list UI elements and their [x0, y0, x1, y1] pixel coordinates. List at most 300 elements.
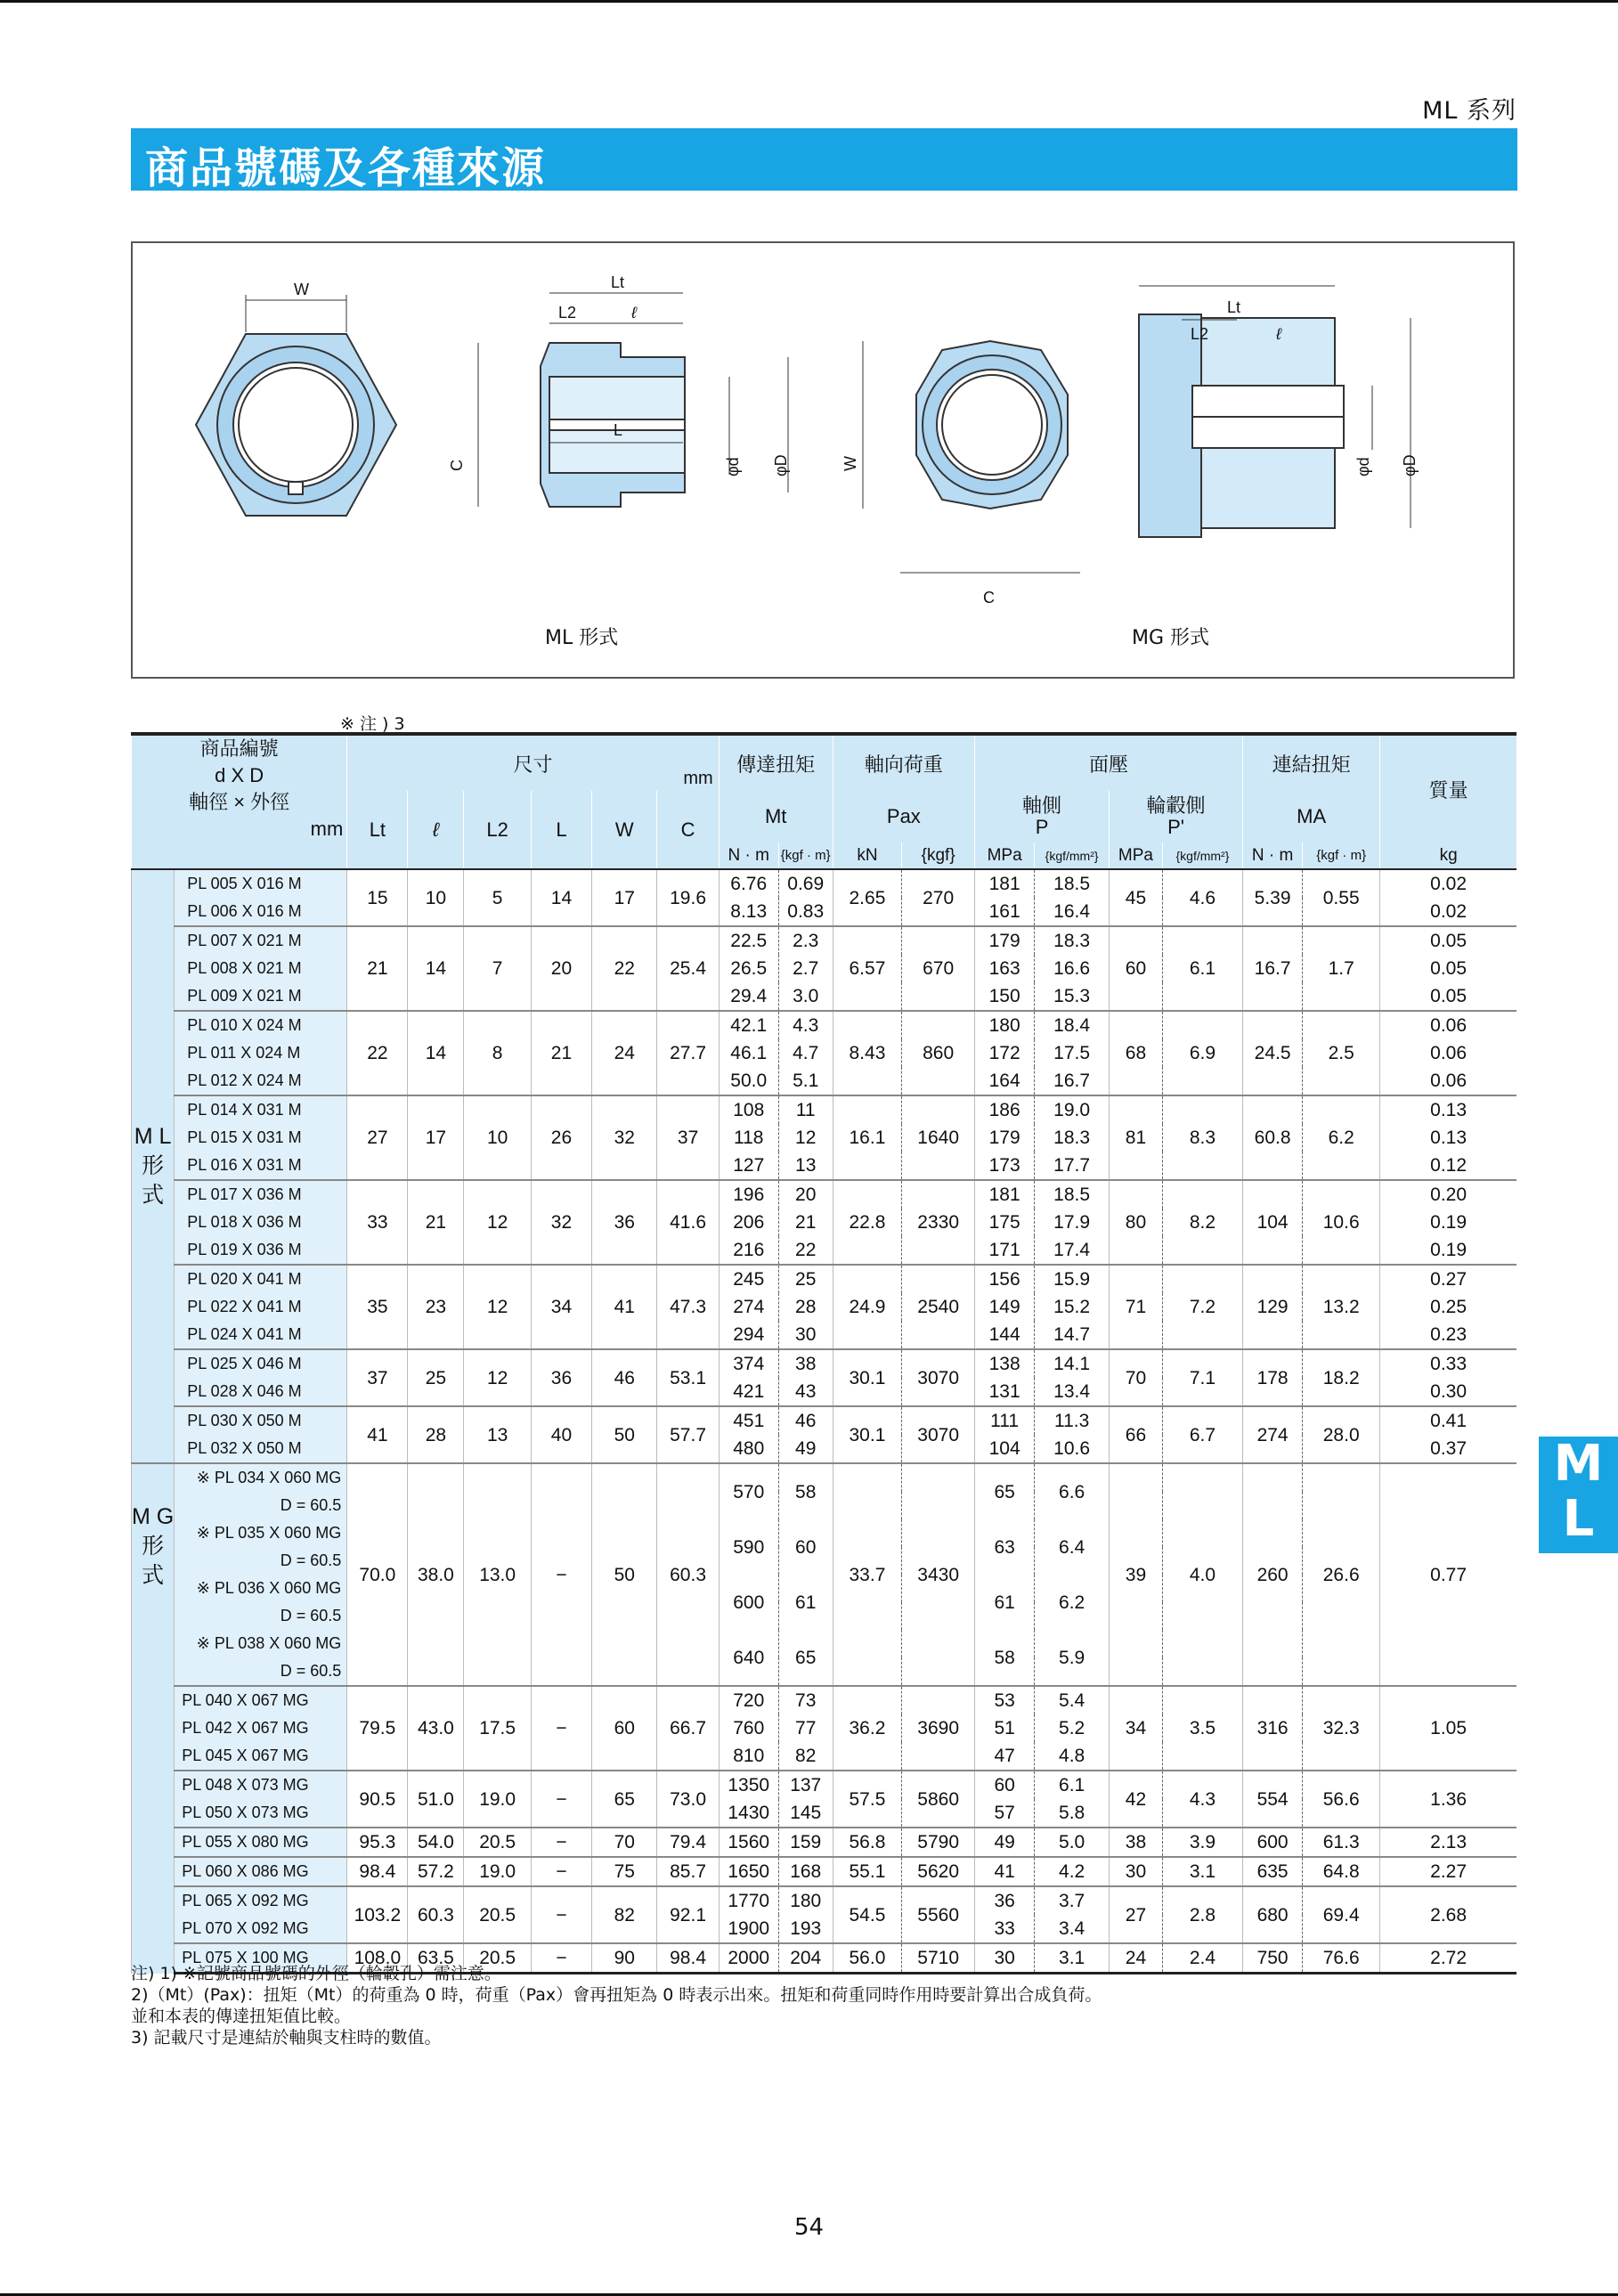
pax-kn: 56.8 — [833, 1828, 902, 1857]
pp-kgf: 3.5 — [1162, 1686, 1242, 1771]
pax-kn: 2.65 — [833, 869, 902, 926]
unit-nm-2: N · m — [1243, 843, 1303, 869]
dim-l: 14 — [531, 869, 591, 926]
unit-mpa-2: MPa — [1110, 843, 1163, 869]
ma-kgfm: 61.3 — [1303, 1828, 1380, 1857]
mt-kgfm: 12 — [778, 1124, 833, 1152]
dim-l: − — [531, 1886, 591, 1943]
unit-kgfm-2: {kgf · m} — [1303, 843, 1380, 869]
dim-l2: 5 — [464, 869, 532, 926]
header-dims: 尺寸 — [513, 753, 553, 776]
p-mpa: 179 — [975, 1124, 1035, 1152]
mass-kg: 0.77 — [1380, 1463, 1516, 1686]
p-kgf: 18.3 — [1035, 1124, 1110, 1152]
mt-kgfm: 3.0 — [778, 982, 833, 1011]
table-row — [132, 1771, 1517, 1799]
svg-text:L2: L2 — [558, 304, 577, 322]
svg-text:ℓ: ℓ — [631, 304, 637, 322]
footnote-2: 2)（Mt）(Pax)：扭矩（Mt）的荷重為 0 時，荷重（Pax）會再扭矩為 0 時表示出來。扭矩和荷重同時作用時要計算出合成負荷。 — [131, 1985, 1102, 2005]
pp-mpa: 24 — [1110, 1943, 1163, 1974]
mt-kgfm: 77 — [778, 1714, 833, 1742]
ma-kgfm: 26.6 — [1303, 1463, 1380, 1686]
ma-nm: 554 — [1243, 1771, 1303, 1828]
pp-mpa: 30 — [1110, 1857, 1163, 1886]
p-kgf: 15.3 — [1035, 982, 1110, 1011]
table-row — [132, 1463, 1517, 1492]
p-kgf: 6.6 — [1035, 1463, 1110, 1519]
mt-kgfm: 0.69 — [778, 869, 833, 898]
mt-nm: 1430 — [719, 1799, 778, 1828]
pax-kn: 36.2 — [833, 1686, 902, 1771]
ma-kgfm: 18.2 — [1303, 1349, 1380, 1406]
header-pressure: 面壓 — [975, 734, 1243, 791]
pax-kn: 16.1 — [833, 1095, 902, 1180]
mt-nm: 6.76 — [719, 869, 778, 898]
ma-nm: 316 — [1243, 1686, 1303, 1771]
mt-nm: 50.0 — [719, 1067, 778, 1095]
dim-lt: 98.4 — [347, 1857, 408, 1886]
dim-l: 60.3 — [408, 1886, 464, 1943]
dim-lt: 33 — [347, 1180, 408, 1265]
p-mpa: 36 — [975, 1886, 1035, 1915]
pax-kgf: 270 — [902, 869, 975, 926]
dim-l: 14 — [408, 926, 464, 1011]
header-shaft: 軸側 — [1022, 794, 1062, 817]
pp-mpa: 38 — [1110, 1828, 1163, 1857]
ma-nm: 5.39 — [1243, 869, 1303, 926]
part-number: PL 017 X 036 M — [175, 1180, 347, 1209]
mt-nm: 206 — [719, 1209, 778, 1236]
part-number: PL 075 X 100 MG — [175, 1943, 347, 1974]
dim-c: 66.7 — [657, 1686, 719, 1771]
dim-l: 20 — [531, 926, 591, 1011]
part-number: ※ PL 036 X 060 MG — [175, 1575, 347, 1602]
dim-l: − — [531, 1943, 591, 1974]
part-number: PL 028 X 046 M — [175, 1378, 347, 1406]
dim-l: 43.0 — [408, 1686, 464, 1771]
pp-kgf: 7.2 — [1162, 1265, 1242, 1349]
mt-kgfm: 145 — [778, 1799, 833, 1828]
pax-kgf: 2540 — [902, 1265, 975, 1349]
pp-kgf: 8.2 — [1162, 1180, 1242, 1265]
mt-kgfm: 22 — [778, 1236, 833, 1265]
mt-nm: 590 — [719, 1519, 778, 1575]
mt-nm: 421 — [719, 1378, 778, 1406]
mt-kgfm: 43 — [778, 1378, 833, 1406]
unit-nm: N · m — [719, 843, 778, 869]
header-ma: MA — [1243, 791, 1380, 843]
dim-l: 23 — [408, 1265, 464, 1349]
p-mpa: 47 — [975, 1742, 1035, 1771]
table-row — [132, 926, 1517, 955]
dim-c: 53.1 — [657, 1349, 719, 1406]
svg-text:φD: φD — [1401, 454, 1419, 476]
page-title: 商品號碼及各種來源 — [145, 143, 547, 193]
part-number: PL 048 X 073 MG — [175, 1771, 347, 1799]
dim-lt: 90.5 — [347, 1771, 408, 1828]
part-number: PL 040 X 067 MG — [175, 1686, 347, 1714]
mt-nm: 1900 — [719, 1915, 778, 1943]
ma-nm: 24.5 — [1243, 1011, 1303, 1095]
dim-l: 21 — [408, 1180, 464, 1265]
unit-kgfmm2: {kgf/mm²} — [1035, 843, 1110, 869]
ma-kgfm: 13.2 — [1303, 1265, 1380, 1349]
ml-caption: ML 形式 — [545, 627, 619, 649]
dim-l2: 13 — [464, 1406, 532, 1463]
note-reference: ※ 注 ) 3 — [340, 714, 405, 734]
dim-l2: 19.0 — [464, 1771, 532, 1828]
p-mpa: 30 — [975, 1943, 1035, 1974]
p-kgf: 15.9 — [1035, 1265, 1110, 1293]
header-c: C — [657, 791, 719, 869]
pax-kgf: 1640 — [902, 1095, 975, 1180]
p-mpa: 61 — [975, 1575, 1035, 1630]
ma-nm: 60.8 — [1243, 1095, 1303, 1180]
mt-nm: 810 — [719, 1742, 778, 1771]
p-mpa: 63 — [975, 1519, 1035, 1575]
mt-kgfm: 21 — [778, 1209, 833, 1236]
p-mpa: 156 — [975, 1265, 1035, 1293]
p-kgf: 18.4 — [1035, 1011, 1110, 1039]
mt-nm: 294 — [719, 1321, 778, 1349]
mass-kg: 0.41 — [1380, 1406, 1516, 1435]
pax-kn: 55.1 — [833, 1857, 902, 1886]
pp-kgf: 2.8 — [1162, 1886, 1242, 1943]
p-mpa: 163 — [975, 955, 1035, 982]
dim-c: 57.7 — [657, 1406, 719, 1463]
part-number: PL 007 X 021 M — [175, 926, 347, 955]
table-header — [132, 734, 1517, 869]
p-mpa: 172 — [975, 1039, 1035, 1067]
p-mpa: 181 — [975, 869, 1035, 898]
mass-kg: 0.06 — [1380, 1039, 1516, 1067]
mass-kg: 0.19 — [1380, 1209, 1516, 1236]
group-ml: M L 形 式 — [132, 869, 175, 1463]
dim-c: 98.4 — [657, 1943, 719, 1974]
p-mpa: 175 — [975, 1209, 1035, 1236]
svg-text:φd: φd — [724, 457, 742, 476]
mt-kgfm: 20 — [778, 1180, 833, 1209]
dim-l: 38.0 — [408, 1463, 464, 1686]
dim-lt: 21 — [347, 926, 408, 1011]
part-number: PL 022 X 041 M — [175, 1293, 347, 1321]
p-kgf: 16.4 — [1035, 898, 1110, 926]
p-mpa: 179 — [975, 926, 1035, 955]
mass-kg: 2.27 — [1380, 1857, 1516, 1886]
mass-kg: 0.05 — [1380, 926, 1516, 955]
pp-mpa: 27 — [1110, 1886, 1163, 1943]
mt-nm: 42.1 — [719, 1011, 778, 1039]
mt-kgfm: 180 — [778, 1886, 833, 1915]
p-kgf: 15.2 — [1035, 1293, 1110, 1321]
dim-c: 79.4 — [657, 1828, 719, 1857]
header-pax: Pax — [833, 791, 974, 843]
dim-l: 34 — [531, 1265, 591, 1349]
part-number: PL 011 X 024 M — [175, 1039, 347, 1067]
mt-nm: 118 — [719, 1124, 778, 1152]
ma-nm: 600 — [1243, 1828, 1303, 1857]
p-mpa: 104 — [975, 1435, 1035, 1463]
part-number: PL 025 X 046 M — [175, 1349, 347, 1378]
mass-kg: 0.02 — [1380, 898, 1516, 926]
p-kgf: 5.8 — [1035, 1799, 1110, 1828]
svg-text:Lt: Lt — [1227, 298, 1241, 316]
pp-kgf: 6.7 — [1162, 1406, 1242, 1463]
pax-kn: 22.8 — [833, 1180, 902, 1265]
ma-nm: 680 — [1243, 1886, 1303, 1943]
p-mpa: 65 — [975, 1463, 1035, 1519]
dim-w: 22 — [592, 926, 657, 1011]
dim-w: 60 — [592, 1686, 657, 1771]
pax-kn: 30.1 — [833, 1406, 902, 1463]
dim-l2: 12 — [464, 1180, 532, 1265]
dim-c: 85.7 — [657, 1857, 719, 1886]
mt-kgfm: 82 — [778, 1742, 833, 1771]
mt-kgfm: 137 — [778, 1771, 833, 1799]
dim-c: 37 — [657, 1095, 719, 1180]
dim-l2: 8 — [464, 1011, 532, 1095]
header-torque: 傳達扭矩 — [719, 734, 833, 791]
header-dims-mm: mm — [683, 769, 713, 788]
p-kgf: 11.3 — [1035, 1406, 1110, 1435]
part-number: ※ PL 035 X 060 MG — [175, 1519, 347, 1547]
mt-nm: 26.5 — [719, 955, 778, 982]
p-kgf: 3.7 — [1035, 1886, 1110, 1915]
group-mg: M G 形 式 — [132, 1463, 175, 1974]
part-number: PL 060 X 086 MG — [175, 1857, 347, 1886]
table-row — [132, 1265, 1517, 1293]
pp-kgf: 2.4 — [1162, 1943, 1242, 1974]
mt-kgfm: 28 — [778, 1293, 833, 1321]
p-kgf: 17.7 — [1035, 1152, 1110, 1180]
dim-l: − — [531, 1828, 591, 1857]
p-mpa: 149 — [975, 1293, 1035, 1321]
ma-nm: 178 — [1243, 1349, 1303, 1406]
dim-l: 40 — [531, 1406, 591, 1463]
unit-kgfmm2-2: {kgf/mm²} — [1162, 843, 1242, 869]
header-part: 商品編號 — [199, 737, 279, 760]
p-kgf: 5.2 — [1035, 1714, 1110, 1742]
p-mpa: 58 — [975, 1630, 1035, 1686]
mt-nm: 108 — [719, 1095, 778, 1124]
pax-kgf: 860 — [902, 1011, 975, 1095]
p-mpa: 150 — [975, 982, 1035, 1011]
pax-kgf: 3070 — [902, 1406, 975, 1463]
dim-w: 32 — [592, 1095, 657, 1180]
ma-kgfm: 32.3 — [1303, 1686, 1380, 1771]
ma-kgfm: 2.5 — [1303, 1011, 1380, 1095]
unit-kgfm: {kgf · m} — [778, 843, 833, 869]
p-kgf: 6.4 — [1035, 1519, 1110, 1575]
table-row — [132, 1857, 1517, 1886]
top-rule — [0, 0, 1618, 3]
p-mpa: 173 — [975, 1152, 1035, 1180]
ma-kgfm: 69.4 — [1303, 1886, 1380, 1943]
pp-mpa: 34 — [1110, 1686, 1163, 1771]
mass-kg: 0.27 — [1380, 1265, 1516, 1293]
p-kgf: 14.1 — [1035, 1349, 1110, 1378]
svg-text:Lt: Lt — [611, 273, 625, 291]
pax-kn: 6.57 — [833, 926, 902, 1011]
dim-l2: 10 — [464, 1095, 532, 1180]
pp-kgf: 3.9 — [1162, 1828, 1242, 1857]
ma-nm: 750 — [1243, 1943, 1303, 1974]
part-number: PL 020 X 041 M — [175, 1265, 347, 1293]
dim-l: 63.5 — [408, 1943, 464, 1974]
mg-caption: MG 形式 — [1132, 627, 1210, 649]
dim-l: 26 — [531, 1095, 591, 1180]
dim-l: − — [531, 1771, 591, 1828]
dim-c: 60.3 — [657, 1463, 719, 1686]
svg-text:φD: φD — [772, 454, 790, 476]
mt-kgfm: 73 — [778, 1686, 833, 1714]
dim-l2: 17.5 — [464, 1686, 532, 1771]
dim-w: 50 — [592, 1463, 657, 1686]
mass-kg: 0.13 — [1380, 1095, 1516, 1124]
p-kgf: 17.9 — [1035, 1209, 1110, 1236]
mt-nm: 127 — [719, 1152, 778, 1180]
dim-l: − — [531, 1857, 591, 1886]
p-mpa: 186 — [975, 1095, 1035, 1124]
table-row — [132, 1095, 1517, 1124]
p-kgf: 6.2 — [1035, 1575, 1110, 1630]
mt-kgfm: 193 — [778, 1915, 833, 1943]
mt-kgfm: 0.83 — [778, 898, 833, 926]
ma-nm: 129 — [1243, 1265, 1303, 1349]
header-axial: 軸向荷重 — [833, 734, 974, 791]
part-number: PL 065 X 092 MG — [175, 1886, 347, 1915]
p-mpa: 111 — [975, 1406, 1035, 1435]
dim-l: 51.0 — [408, 1771, 464, 1828]
dim-w: 41 — [592, 1265, 657, 1349]
header-mt: Mt — [719, 791, 833, 843]
mass-kg: 0.06 — [1380, 1011, 1516, 1039]
p-kgf: 3.1 — [1035, 1943, 1110, 1974]
dim-l2: 12 — [464, 1265, 532, 1349]
dim-l2: 20.5 — [464, 1828, 532, 1857]
title-bar — [131, 128, 1517, 191]
p-kgf: 17.5 — [1035, 1039, 1110, 1067]
mass-kg: 0.05 — [1380, 982, 1516, 1011]
pax-kgf: 5790 — [902, 1828, 975, 1857]
mt-nm: 245 — [719, 1265, 778, 1293]
p-kgf: 4.8 — [1035, 1742, 1110, 1771]
dim-w: 50 — [592, 1406, 657, 1463]
footnote-1: 注) 1) ※記號商品號碼的外徑（輪轂孔）需注意。 — [131, 1964, 501, 1983]
header-pp: P' — [1167, 816, 1184, 838]
dim-lt: 37 — [347, 1349, 408, 1406]
header-tight: 連結扭矩 — [1243, 734, 1380, 791]
mt-kgfm: 13 — [778, 1152, 833, 1180]
part-number: PL 045 X 067 MG — [175, 1742, 347, 1771]
part-note: D = 60.5 — [175, 1657, 347, 1686]
dim-c: 19.6 — [657, 869, 719, 926]
p-mpa: 171 — [975, 1236, 1035, 1265]
mt-nm: 274 — [719, 1293, 778, 1321]
p-mpa: 144 — [975, 1321, 1035, 1349]
mt-nm: 760 — [719, 1714, 778, 1742]
pax-kgf: 5620 — [902, 1857, 975, 1886]
mt-nm: 8.13 — [719, 898, 778, 926]
mass-kg: 2.68 — [1380, 1886, 1516, 1943]
pp-mpa: 39 — [1110, 1463, 1163, 1686]
dim-l: − — [531, 1463, 591, 1686]
mt-nm: 1770 — [719, 1886, 778, 1915]
mt-kgfm: 60 — [778, 1519, 833, 1575]
dim-w: 36 — [592, 1180, 657, 1265]
pp-mpa: 71 — [1110, 1265, 1163, 1349]
pp-mpa: 70 — [1110, 1349, 1163, 1406]
part-number: PL 008 X 021 M — [175, 955, 347, 982]
part-number: PL 016 X 031 M — [175, 1152, 347, 1180]
p-kgf: 14.7 — [1035, 1321, 1110, 1349]
dim-l: 10 — [408, 869, 464, 926]
pp-mpa: 60 — [1110, 926, 1163, 1011]
pax-kn: 54.5 — [833, 1886, 902, 1943]
dim-l2: 19.0 — [464, 1857, 532, 1886]
p-mpa: 138 — [975, 1349, 1035, 1378]
p-kgf: 3.4 — [1035, 1915, 1110, 1943]
mg-side-view — [1139, 314, 1344, 537]
part-number: PL 010 X 024 M — [175, 1011, 347, 1039]
mass-kg: 0.02 — [1380, 869, 1516, 898]
header-p: P — [1035, 816, 1049, 838]
footnote-3: 3) 記載尺寸是連結於軸與支柱時的數值。 — [131, 2028, 442, 2048]
dim-l2: 20.5 — [464, 1943, 532, 1974]
p-mpa: 49 — [975, 1828, 1035, 1857]
diagram-drawing — [133, 243, 1513, 677]
p-kgf: 5.9 — [1035, 1630, 1110, 1686]
ml-front-view — [196, 334, 396, 516]
mt-kgfm: 61 — [778, 1575, 833, 1630]
page-number: 54 — [793, 2214, 825, 2241]
section-tab[interactable] — [1539, 1437, 1618, 1553]
mt-kgfm: 204 — [778, 1943, 833, 1974]
dim-l2: 7 — [464, 926, 532, 1011]
part-note: D = 60.5 — [175, 1492, 347, 1519]
mt-kgfm: 4.7 — [778, 1039, 833, 1067]
p-kgf: 16.6 — [1035, 955, 1110, 982]
mt-kgfm: 46 — [778, 1406, 833, 1435]
mt-nm: 570 — [719, 1463, 778, 1519]
part-number: PL 014 X 031 M — [175, 1095, 347, 1124]
dimension-diagram — [131, 241, 1515, 679]
dim-c: 73.0 — [657, 1771, 719, 1828]
mt-kgfm: 5.1 — [778, 1067, 833, 1095]
footnotes — [131, 1963, 1102, 2048]
p-kgf: 5.4 — [1035, 1686, 1110, 1714]
mt-kgfm: 2.3 — [778, 926, 833, 955]
mt-nm: 46.1 — [719, 1039, 778, 1067]
part-number: PL 042 X 067 MG — [175, 1714, 347, 1742]
mt-nm: 640 — [719, 1630, 778, 1686]
table-row — [132, 1349, 1517, 1378]
p-mpa: 33 — [975, 1915, 1035, 1943]
mass-kg: 0.12 — [1380, 1152, 1516, 1180]
header-axis: 軸徑 × 外徑 — [189, 791, 290, 813]
ml-side-view — [541, 343, 685, 507]
mt-kgfm: 58 — [778, 1463, 833, 1519]
mt-nm: 480 — [719, 1435, 778, 1463]
pax-kn: 8.43 — [833, 1011, 902, 1095]
pp-kgf: 4.3 — [1162, 1771, 1242, 1828]
header-mm: mm — [310, 818, 344, 840]
table-row — [132, 1828, 1517, 1857]
pax-kgf: 2330 — [902, 1180, 975, 1265]
part-number: PL 070 X 092 MG — [175, 1915, 347, 1943]
mass-kg: 0.37 — [1380, 1435, 1516, 1463]
dim-l: 54.0 — [408, 1828, 464, 1857]
